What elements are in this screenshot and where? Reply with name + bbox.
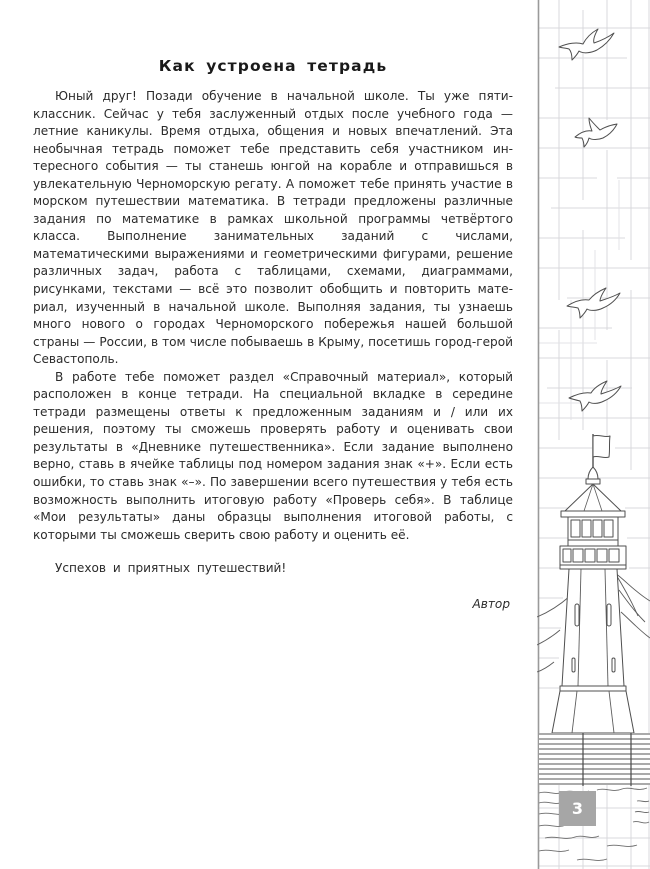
closing-line: Успехов и приятных путешествий! [55, 561, 287, 576]
lighthouse-foundation [552, 691, 634, 733]
illustration-panel [537, 0, 650, 869]
tower-window-right [607, 604, 611, 626]
lighthouse-seaside-illustration [537, 0, 650, 869]
tower-plinth [560, 686, 626, 691]
tower-window-left [575, 604, 579, 626]
tower-window-lower-right [612, 658, 615, 672]
lantern-cap-base [586, 479, 600, 484]
text-column [33, 0, 513, 869]
page-title: Как устроена тетрадь [158, 57, 388, 75]
body-paragraph-2: В работе тебе поможет раздел «Справочный материал», который расположен в конце тетради. На специальной вкладке в середине тетради размещены ответы к предложенным заданиям и / или их решения, поэтому ты сможешь проверять работу и оценивать свои результаты в «Дневнике путешественника». Если задание выполнено верно, ставь в ячейке таблицы под номером задания знак «+». Если есть ошибки, то ставь знак «–». По завершении всего путешествия у тебя есть возможность выполнить итоговую работу «Проверь себя». В таблице «Мои результаты» даны образцы выполнения итоговой работы, с которыми ты сможешь сверить свою работу и оценить её. [33, 369, 513, 542]
flag-icon [593, 435, 610, 457]
body-paragraph-1: Юный друг! Позади обучение в начальной школе. Ты уже пятиклассник. Сейчас у тебя заслуженный отдых после учебного года — летние каникулы. Время отдыха, общения и новых впечатлений. Эта необычная тетрадь поможет тебе представить себя участником интересного события — ты станешь юнгой на корабле и отправишься в увлекательную Черноморскую регату. А поможет тебе принять участие в морском путешествии математика. В тетради предложены различные задания по математике в рамках школьной программы четвёртого класса. Выполнение занимательных заданий с числами, математическими выражениями и геометрическими фигурами, решение различных задач, работа с таблицами, схемами, диаграммами, рисунками, текстами — всё это позволит обобщить и повторить материал, изученный в начальной школе. Выполняя задания, ты узнаешь много нового о городах Черноморского побережья нашей большой страны — России, в том числе побываешь в Крыму, посетишь город-герой Севастополь. [33, 89, 513, 367]
tower-window-lower-left [572, 658, 575, 672]
signature: Автор [472, 596, 510, 611]
gallery-floor [560, 565, 626, 569]
page-number-badge: 3 [559, 791, 596, 826]
sea-surface [539, 733, 650, 786]
lantern-room-base [568, 540, 618, 546]
lighthouse-eave [561, 511, 625, 517]
